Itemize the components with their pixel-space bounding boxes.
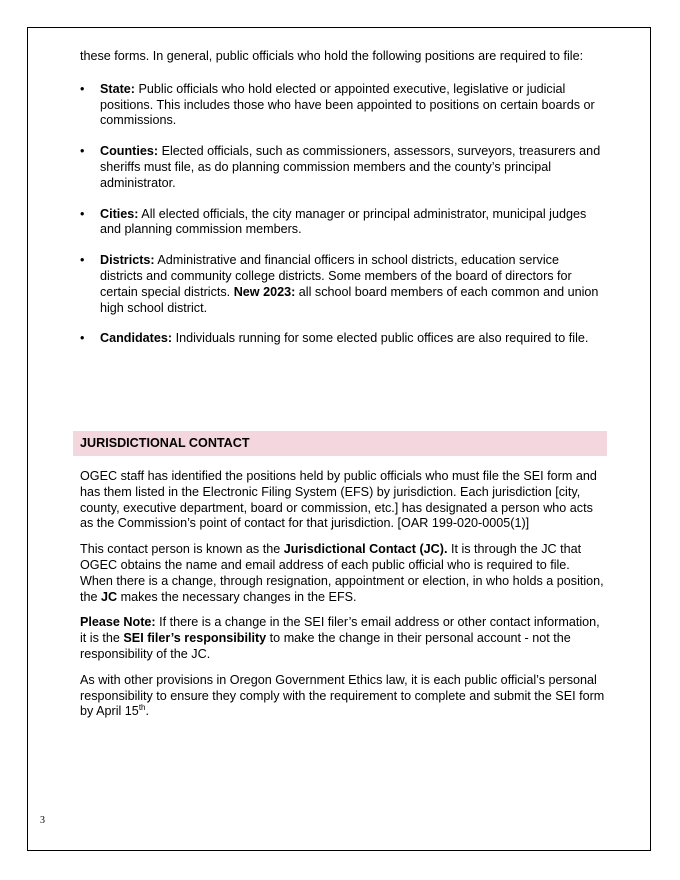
item-text: Administrative and financial officers in school districts, education service districts and community college districts. Some members of the board of directors for certain special districts. [100, 253, 572, 299]
item-label-new: New 2023: [233, 284, 296, 299]
list-item-counties [80, 144, 605, 191]
bullet-icon: • [80, 81, 85, 96]
intro-paragraph: these forms. In general, public officials who hold the following positions are required to file: [80, 49, 584, 63]
text-run: This contact person is known as the [80, 542, 284, 557]
jurisdictional-contact-section [80, 469, 605, 730]
bullet-icon: • [80, 253, 85, 268]
text-run: to make the change in their personal account - not the responsibility of the JC. [80, 631, 571, 661]
text-run: makes the necessary changes in the EFS. [117, 589, 357, 604]
item-text: All elected officials, the city manager or principal administrator, municipal judges and planning commission members. [100, 206, 587, 237]
item-label: Cities: [100, 206, 139, 221]
item-label: Counties: [100, 144, 159, 159]
filer-positions-list [80, 82, 605, 347]
item-text: Elected officials, such as commissioners, assessors, surveyors, treasurers and sheriffs must file, as do planning commission members and the county’s principal administrator. [100, 144, 601, 190]
bold-run: Please Note: [80, 615, 156, 630]
text-run: . [145, 704, 149, 719]
paragraph-responsibility [80, 673, 605, 720]
bold-run: Jurisdictional Contact (JC). [283, 542, 448, 557]
paragraph-efs: OGEC staff has identified the positions held by public officials who must file the SEI form and has them listed in the Electronic Filing System (EFS) by jurisdiction. Each jurisdiction [city, county, executive department, board or commission, etc.] has designated a person who acts as the Commission’s point of contact for that jurisdiction. [OAR 199-020-0005(1)] [80, 469, 597, 531]
list-item-cities [80, 207, 605, 239]
item-text: Individuals running for some elected public offices are also required to file. [172, 331, 589, 346]
list-item-candidates [80, 331, 605, 347]
item-label: Districts: [100, 253, 155, 268]
text-run: It is through the JC that OGEC obtains the name and email address of each public official who is required to file. When there is a change, through resignation, appointment or election, in who holds a position, the [80, 542, 604, 604]
paragraph-contact-person [80, 542, 605, 605]
section-header-jurisdictional-contact: JURISDICTIONAL CONTACT [73, 431, 607, 456]
bullet-icon: • [80, 331, 85, 346]
main-content [80, 49, 605, 362]
bullet-icon: • [80, 206, 85, 221]
item-text-new: all school board members of each common and union high school district. [100, 284, 599, 315]
item-label: Candidates: [100, 331, 173, 346]
bullet-icon: • [80, 144, 85, 159]
page-number: 3 [40, 815, 45, 826]
superscript: th [138, 703, 146, 713]
list-item-districts [80, 253, 605, 316]
paragraph-please-note [80, 615, 605, 662]
bold-run: SEI filer’s responsibility [123, 631, 267, 646]
item-label: State: [100, 81, 135, 96]
list-item-state [80, 82, 605, 129]
item-text: Public officials who hold elected or appointed executive, legislative or judicial positions. This includes those who have been appointed to positions on certain boards or commissions. [100, 81, 595, 128]
text-run: If there is a change in the SEI filer’s email address or other contact information, it is the [80, 615, 600, 646]
bold-run: JC [101, 589, 118, 604]
text-run: As with other provisions in Oregon Government Ethics law, it is each public official’s personal responsibility to ensure they comply with the requirement to complete and submit the SEI form by April 15 [80, 672, 605, 719]
